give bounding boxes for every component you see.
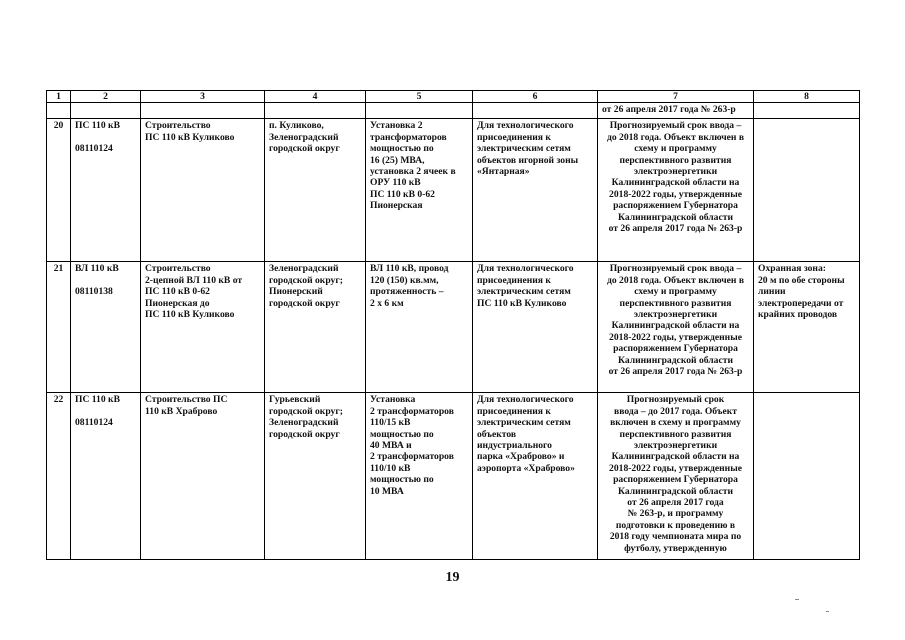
location: Гурьевский городской округ; Зеленоградский городской округ [265,393,366,560]
table-row [47,262,860,393]
zone-note [754,393,860,560]
column-header-4: 4 [265,91,366,103]
continuation-note: от 26 апреля 2017 года № 263-р [598,103,754,119]
cell-empty [754,103,860,119]
commissioning-note: Прогнозируемый срок ввода – до 2017 года. Объект включен в схему и программу перспективного развития электроэнергетики Калининградской области на 2018-2022 годы, утвержденные распоряжением Губернатора Калининградской области от 26 апреля 2017 года № 263-р, и программу подготовки к проведению в 2018 году чемпионата мира по футболу, утвержденную [598,393,754,560]
cell-empty [265,103,366,119]
location: Зеленоградский городской округ; Пионерский городской округ [265,262,366,393]
commissioning-note: Прогнозируемый срок ввода – до 2018 года. Объект включен в схему и программу перспективного развития электроэнергетики Калининградской области на 2018-2022 годы, утвержденные распоряжением Губернатора Калининградской области от 26 апреля 2017 года № 263-р [598,119,754,262]
cell-empty [366,103,473,119]
page-number: 19 [445,570,460,585]
column-header-6: 6 [473,91,598,103]
continuation-row [47,103,860,119]
location: п. Куликово, Зеленоградский городской округ [265,119,366,262]
zone-note [754,119,860,262]
column-header-3: 3 [141,91,265,103]
characteristics: Установка 2 трансформаторов мощностью по 16 (25) МВА, установка 2 ячеек в ОРУ 110 кВ ПС 110 кВ 0-62 Пионерская [366,119,473,262]
column-header-8: 8 [754,91,860,103]
purpose: Для технологического присоединения к электрическим сетям ПС 110 кВ Куликово [473,262,598,393]
scan-speck [826,611,829,612]
object-code: ВЛ 110 кВ 08110138 [71,262,141,393]
column-header-2: 2 [71,91,141,103]
purpose: Для технологического присоединения к электрическим сетям объектов игорной зоны «Янтарная» [473,119,598,262]
object-code: ПС 110 кВ 08110124 [71,393,141,560]
purpose: Для технологического присоединения к электрическим сетям объектов индустриального парка «Храброво» и аэропорта «Храброво» [473,393,598,560]
column-header-5: 5 [366,91,473,103]
object-description: Строительство ПС 110 кВ Храброво [141,393,265,560]
row-number: 22 [47,393,71,560]
cell-empty [141,103,265,119]
column-header-1: 1 [47,91,71,103]
characteristics: ВЛ 110 кВ, провод 120 (150) кв.мм, протяженность – 2 х 6 км [366,262,473,393]
zone-note: Охранная зона: 20 м по обе стороны линии электропередачи от крайних проводов [754,262,860,393]
column-header-7: 7 [598,91,754,103]
object-description: Строительство ПС 110 кВ Куликово [141,119,265,262]
cell-empty [473,103,598,119]
object-code: ПС 110 кВ 08110124 [71,119,141,262]
object-description: Строительство 2-цепной ВЛ 110 кВ от ПС 110 кВ 0-62 Пионерская до ПС 110 кВ Куликово [141,262,265,393]
characteristics: Установка 2 трансформаторов 110/15 кВ мощностью по 40 МВА и 2 трансформаторов 110/10 кВ мощностью по 10 МВА [366,393,473,560]
commissioning-note: Прогнозируемый срок ввода – до 2018 года. Объект включен в схему и программу перспективного развития электроэнергетики Калининградской области на 2018-2022 годы, утвержденные распоряжением Губернатора Калининградской области от 26 апреля 2017 года № 263-р [598,262,754,393]
scan-speck [795,599,799,600]
cell-empty [71,103,141,119]
table-row [47,393,860,560]
header-row [47,91,860,103]
cell-empty [47,103,71,119]
row-number: 20 [47,119,71,262]
infrastructure-table [46,90,860,560]
row-number: 21 [47,262,71,393]
table-row [47,119,860,262]
